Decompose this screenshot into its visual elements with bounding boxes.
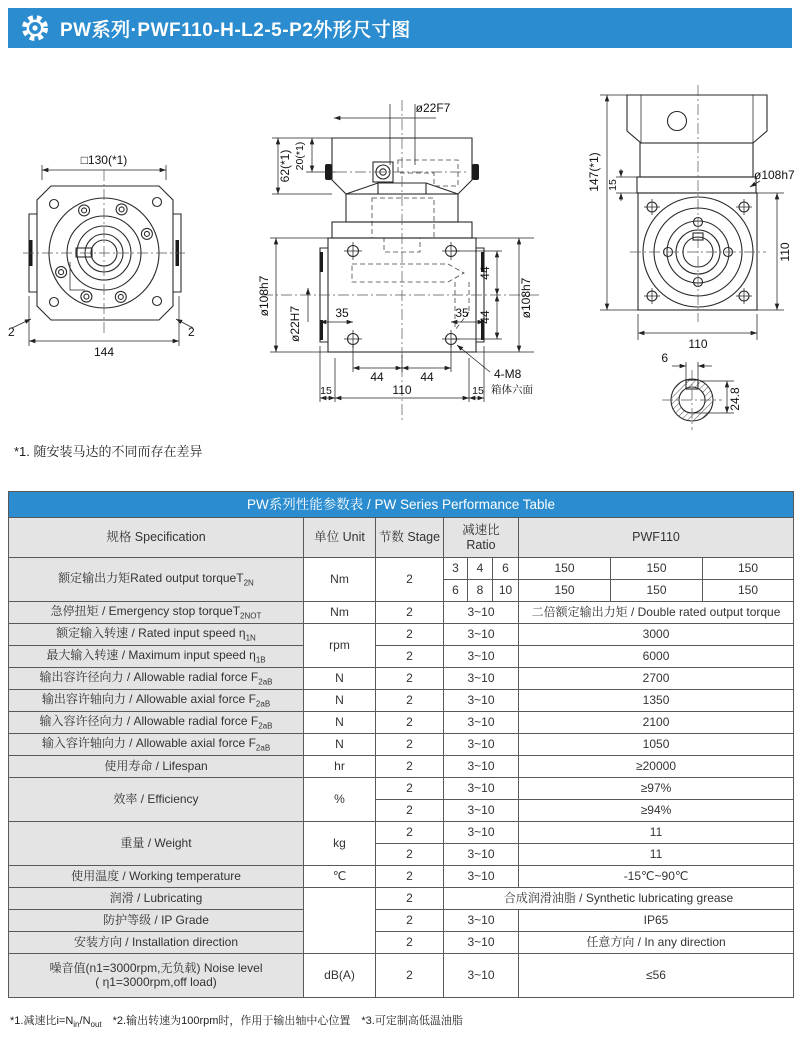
row-installation-direction: 安装方向 / Installation direction 2 3~10 任意方向 / In any direction (9, 932, 794, 954)
dim-side-15-right: 15 (472, 385, 484, 397)
col-spec: 规格 Specification (9, 518, 304, 558)
dim-side-shaft-bore: ø22F7 (415, 101, 451, 115)
dim-output-flange: ø108h7 (754, 168, 795, 182)
row-efficiency-2: 2 3~10 ≥94% (9, 800, 794, 822)
dim-side-flange-right: ø108h7 (519, 277, 533, 319)
row-max-input-speed: 最大输入转速 / Maximum input speed $\eta_{1B}$ 2 3~10 6000 (9, 646, 794, 668)
dim-side-44-lower: 44 (478, 310, 492, 324)
row-noise-level: 噪音值(n1=3000rpm,无负载) Noise level ( η1=3000rpm,off load) dB(A) 2 3~10 ≤56 (9, 954, 794, 998)
side-view (257, 100, 540, 420)
front-view (8, 153, 195, 359)
row-rated-input-speed: 额定输入转速 / Rated input speed $\eta_{1N}$ rpm 2 3~10 3000 (9, 624, 794, 646)
dimension-drawings (0, 50, 800, 490)
dim-front-width: 144 (93, 345, 115, 359)
page-header (8, 8, 792, 48)
col-model: PWF110 (519, 518, 794, 558)
dim-side-62: 62(*1) (278, 149, 292, 183)
drawing-note: *1. 随安装马达的不同而存在差异 (14, 444, 203, 459)
row-weight: 重量 / Weight kg 2 3~10 11 (9, 822, 794, 844)
row-rated-output-torque: 额定输出力矩Rated output torqueT$_{2N}$ Nm 2 3 4 6 150 150 150 (9, 558, 794, 580)
footnote: *1.减速比$i=N_{in}/N_{out}$ *2.输出转速为100rpm时，作用于输出轴中心位置 *3.可定制高低温油脂 (10, 1015, 463, 1030)
dim-front-side-left: 2 (8, 325, 15, 339)
row-output-axial-force: 输出容许轴向力 / Allowable axial force $F_{2aB}$ N 2 3~10 1350 (9, 690, 794, 712)
dim-section-key-depth: 24.8 (728, 387, 742, 411)
output-view (587, 85, 795, 351)
dim-front-square: □130(*1) (80, 153, 128, 167)
gear-icon (20, 13, 50, 43)
dim-side-35-right: 35 (455, 306, 469, 320)
dim-side-20: 20(*1) (294, 141, 306, 171)
col-unit: 单位 Unit (304, 518, 376, 558)
dim-output-147: 147(*1) (587, 152, 601, 192)
dim-output-110-right: 110 (778, 242, 792, 262)
table-title: PW系列性能参数表 / PW Series Performance Table (9, 492, 794, 518)
dim-side-44-b1: 44 (370, 370, 384, 384)
front-keyway (76, 248, 92, 257)
row-input-axial-force: 输入容许轴向力 / Allowable axial force $F_{2aB}$ N 2 3~10 1050 (9, 734, 794, 756)
dim-side-44-upper: 44 (478, 266, 492, 280)
dim-section-key-width: 6 (661, 351, 668, 365)
row-weight-2: 2 3~10 11 (9, 844, 794, 866)
shaft-section-detail (661, 351, 742, 430)
dim-side-bore: ø22H7 (288, 305, 302, 343)
row-emergency-stop-torque: 急停扭矩 / Emergency stop torqueT$_{2NOT}$ Nm 2 3~10 二倍额定输出力矩 / Double rated output torque (9, 602, 794, 624)
dim-side-110: 110 (392, 383, 412, 397)
dim-side-44-b2: 44 (420, 370, 434, 384)
row-output-radial-force: 输出容许径向力 / Allowable radial force $F_{2aB}$ N 2 3~10 2700 (9, 668, 794, 690)
dim-side-flange-left: ø108h7 (257, 275, 271, 317)
row-input-radial-force: 输入容许径向力 / Allowable radial force $F_{2aB}$ N 2 3~10 2100 (9, 712, 794, 734)
page-title: PW系列·PWF110-H-L2-5-P2外形尺寸图 (60, 19, 411, 41)
annotation-housing-faces: 箱体六面 (491, 384, 533, 396)
row-rated-output-torque-2: 6 8 10 150 150 150 (9, 580, 794, 602)
dim-side-15-left: 15 (320, 385, 332, 397)
row-lifespan: 使用寿命 / Lifespan hr 2 3~10 ≥20000 (9, 756, 794, 778)
dim-output-15: 15 (607, 179, 619, 191)
table-header-row (9, 518, 794, 558)
dim-side-35-left: 35 (335, 306, 349, 320)
col-ratio: 减速比 Ratio (444, 518, 519, 558)
row-efficiency: 效率 / Efficiency % 2 3~10 ≥97% (9, 778, 794, 800)
row-working-temperature: 使用温度 / Working temperature ℃ 2 3~10 -15℃~90℃ (9, 866, 794, 888)
dim-output-110-bottom: 110 (688, 337, 708, 351)
row-lubricating: 润滑 / Lubricating 2 合成润滑油脂 / Synthetic lubricating grease (9, 888, 794, 910)
dim-front-side-right: 2 (188, 325, 195, 339)
performance-table (8, 491, 794, 998)
col-stage: 节数 Stage (376, 518, 444, 558)
annotation-bolt-spec: 4-M8 (494, 367, 522, 381)
unit-empty-cell (304, 888, 376, 954)
row-ip-grade: 防护等级 / IP Grade 2 3~10 IP65 (9, 910, 794, 932)
